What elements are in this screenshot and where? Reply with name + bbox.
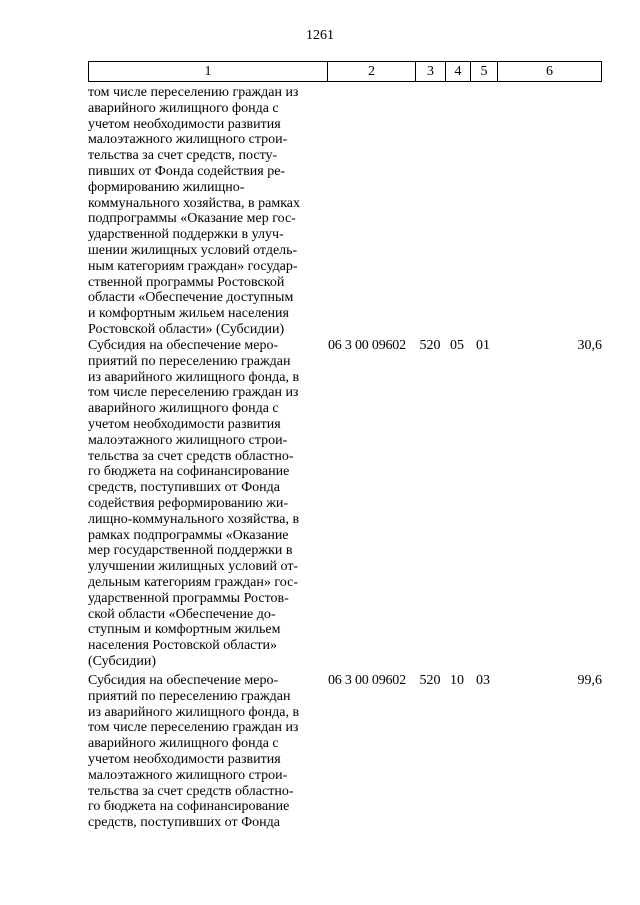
header-col-4: 4: [446, 62, 471, 81]
row-type: 520: [419, 673, 441, 688]
table-header: [88, 61, 602, 82]
row-sum: 30,6: [577, 338, 602, 353]
row-description: том числе переселению граждан из аварийного жилищного фонда с учетом необходимости развития малоэтажного жилищного строи- тельства за счет средств, посту- пивших от Фонда содействия ре- формированию жилищно- коммунального хозяйства, в рамках подпрограммы «Оказание мер гос- ударственной поддержки в улуч- шении жилищных условий отдель- ным категориям граждан» государ- ственной программы Ростовской области «Обеспечение доступным и комфортным жильем населения Ростовской области» (Субсидии): [88, 85, 301, 337]
row-section: 10: [450, 673, 464, 688]
row-code: 06 3 00 09602: [328, 338, 406, 353]
row-code: 06 3 00 09602: [328, 673, 406, 688]
row-description: Субсидия на обеспечение меро- приятий по переселению граждан из аварийного жилищного фонда, в том числе переселению граждан из аварийного жилищного фонда с учетом необходимости развития малоэтажного жилищного строи- тельства за счет средств областно- го бюджета на софинансирование средств, поступивших от Фонда: [88, 673, 300, 831]
page-number: 1261: [306, 28, 334, 43]
row-type: 520: [419, 338, 441, 353]
row-section: 05: [450, 338, 464, 353]
row-description: Субсидия на обеспечение меро- приятий по переселению граждан из аварийного жилищного фонда, в том числе переселению граждан из аварийного жилищного фонда с учетом необходимости развития малоэтажного жилищного строи- тельства за счет средств областно- го бюджета на софинансирование средств, поступивших от Фонда содействия реформированию жи- лищно-коммунального хозяйства, в рамках подпрограммы «Оказание мер государственной поддержки в улучшении жилищных условий от- дельным категориям граждан» гос- ударственной программы Ростов- ской области «Обеспечение до- ступным и комфортным жильем населения Ростовской области» (Субсидии): [88, 338, 300, 669]
header-col-1: 1: [89, 62, 328, 81]
row-subsection: 01: [476, 338, 490, 353]
header-col-2: 2: [328, 62, 416, 81]
header-col-5: 5: [471, 62, 498, 81]
row-sum: 99,6: [577, 673, 602, 688]
header-col-3: 3: [416, 62, 446, 81]
row-subsection: 03: [476, 673, 490, 688]
header-col-6: 6: [546, 64, 553, 79]
